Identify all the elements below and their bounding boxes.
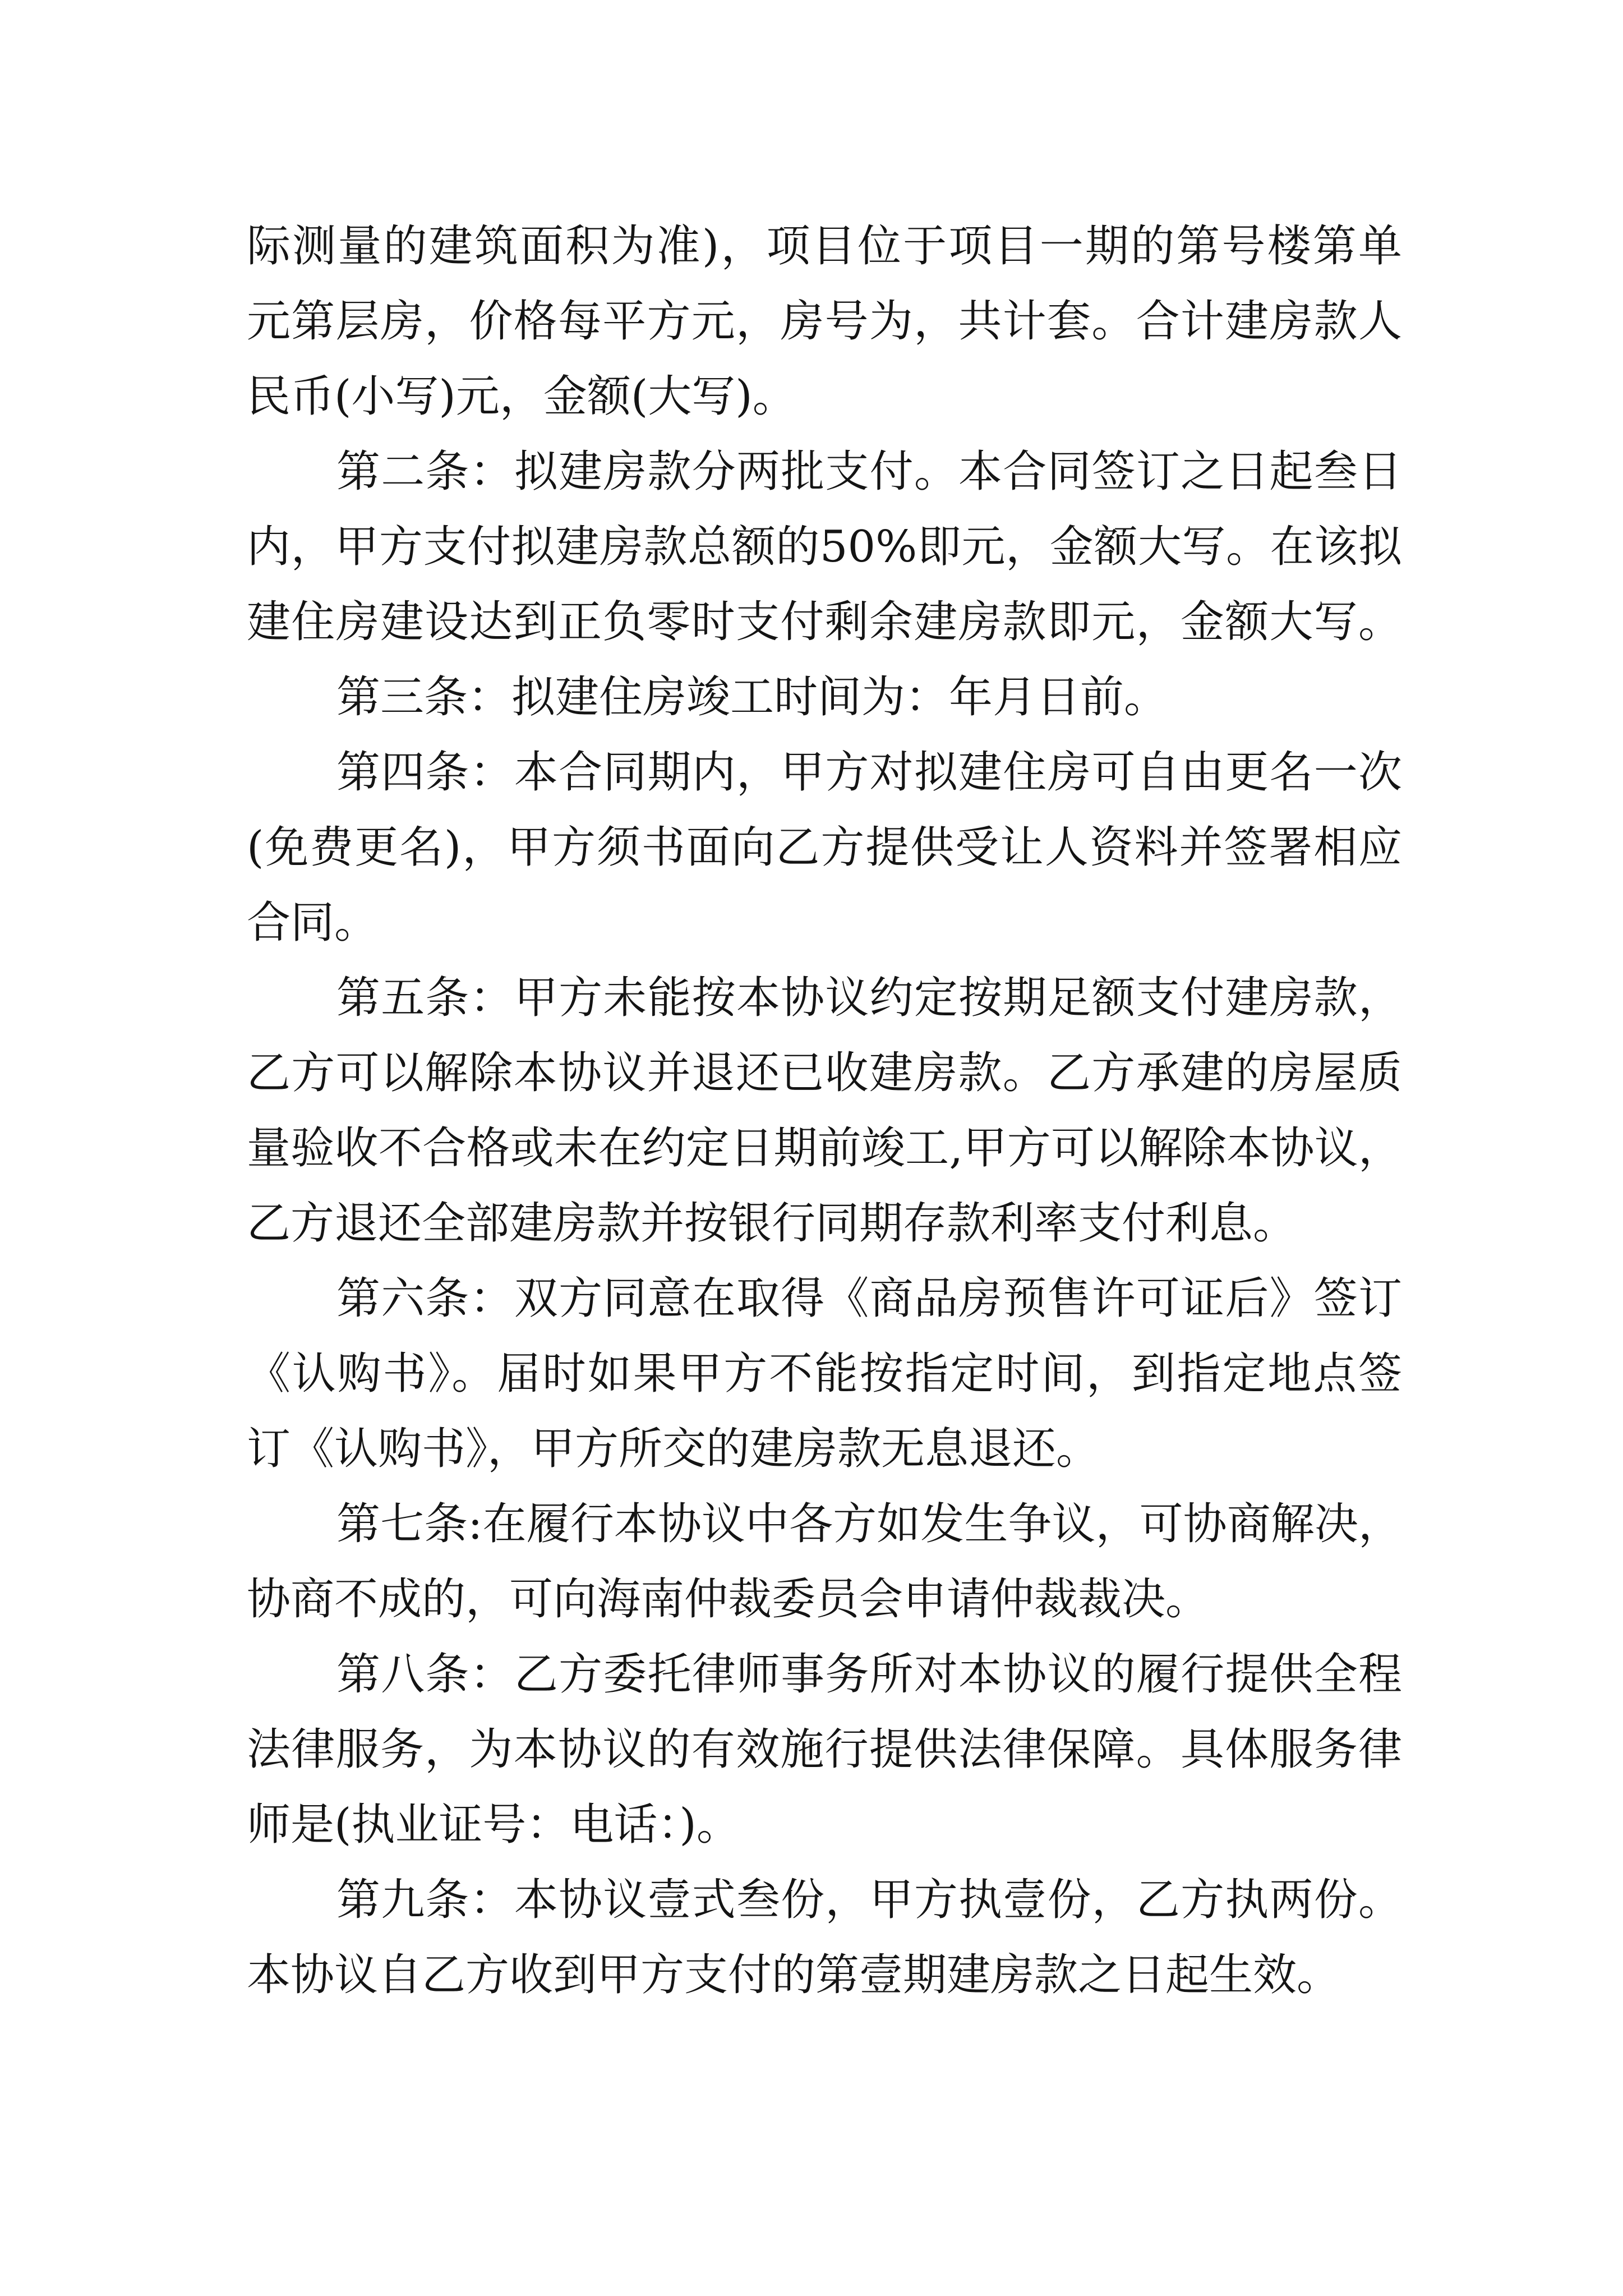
article-3: [247, 660, 1402, 735]
text-line: 元第层房，价格每平方元，房号为，共计套。合计建房款人: [247, 296, 1402, 347]
text-line: 协商不成的，可向海南仲裁委员会申请仲裁裁决。: [247, 1574, 1210, 1625]
article-7: [247, 1487, 1402, 1637]
text-line: 第三条：拟建住房竣工时间为：年月日前。: [336, 672, 1168, 723]
article-8: [247, 1637, 1402, 1862]
paragraph-continuation: [247, 209, 1402, 434]
article-9: [247, 1862, 1402, 2013]
text-line: 第四条：本合同期内，甲方对拟建住房可自由更名一次: [336, 747, 1402, 798]
text-line: 订《认购书》，甲方所交的建房款无息退还。: [247, 1424, 1100, 1474]
article-2: [247, 434, 1402, 660]
text-line: 际测量的建筑面积为准)，项目位于项目一期的第号楼第单: [247, 221, 1402, 272]
text-line: (免费更名)，甲方须书面向乙方提供受让人资料并签署相应: [247, 822, 1402, 873]
text-line: 第五条：甲方未能按本协议约定按期足额支付建房款，: [336, 973, 1402, 1023]
text-line: 师是(执业证号：电话：)。: [247, 1800, 740, 1850]
text-line: 第八条：乙方委托律师事务所对本协议的履行提供全程: [336, 1649, 1402, 1700]
text-line: 建住房建设达到正负零时支付剩余建房款即元，金额大写。: [247, 597, 1402, 647]
text-line: 第七条:在履行本协议中各方如发生争议，可协商解决，: [336, 1499, 1402, 1549]
article-4: [247, 735, 1402, 960]
text-line: 量验收不合格或未在约定日期前竣工,甲方可以解除本协议，: [247, 1123, 1402, 1174]
text-line: 第二条：拟建房款分两批支付。本合同签订之日起叁日: [336, 447, 1402, 497]
text-line: 本协议自乙方收到甲方支付的第壹期建房款之日起生效。: [247, 1950, 1341, 2000]
text-line: 内，甲方支付拟建房款总额的50%即元，金额大写。在该拟: [247, 522, 1402, 572]
text-line: 乙方退还全部建房款并按银行同期存款利率支付利息。: [247, 1198, 1297, 1249]
text-line: 合同。: [247, 898, 379, 948]
article-6: [247, 1261, 1402, 1487]
text-line: 法律服务，为本协议的有效施行提供法律保障。具体服务律: [247, 1724, 1402, 1775]
text-line: 乙方可以解除本协议并退还已收建房款。乙方承建的房屋质: [247, 1048, 1402, 1098]
document-body: [247, 209, 1402, 2013]
text-line: 民币(小写)元，金额(大写)。: [247, 371, 796, 422]
text-line: 第九条：本协议壹式叁份，甲方执壹份，乙方执两份。: [336, 1875, 1402, 1925]
text-line: 《认购书》。届时如果甲方不能按指定时间，到指定地点签: [247, 1349, 1402, 1399]
text-line: 第六条：双方同意在取得《商品房预售许可证后》签订: [336, 1273, 1402, 1324]
article-5: [247, 960, 1402, 1261]
